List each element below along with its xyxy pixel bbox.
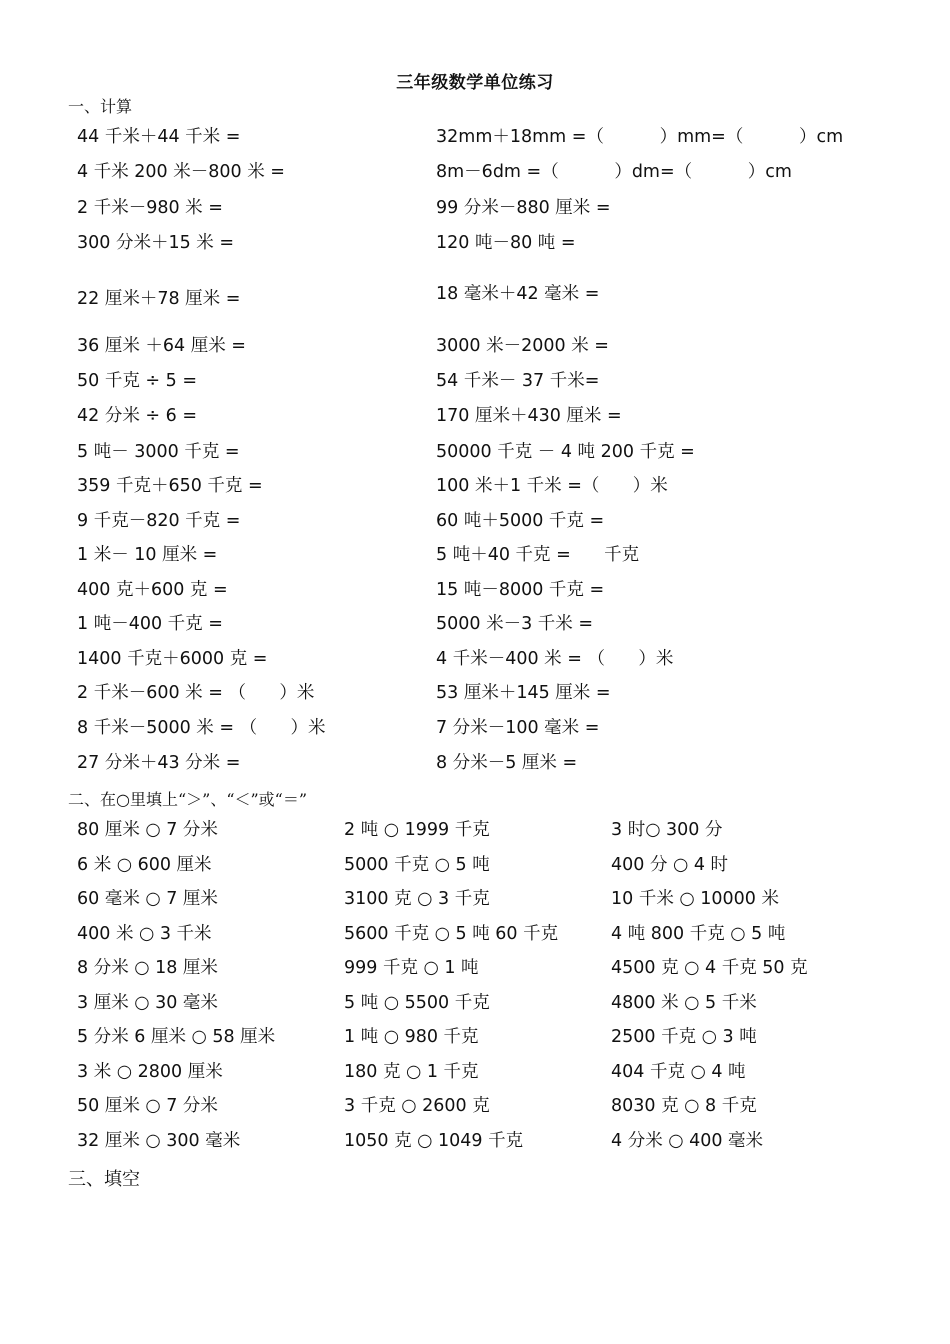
calculation-item-right: 100 米＋1 千米 =（ ）米 bbox=[436, 476, 668, 496]
calculation-item-left: 1 吨－400 千克 = bbox=[77, 614, 223, 634]
comparison-row bbox=[0, 953, 950, 983]
calculation-row bbox=[0, 471, 950, 501]
comparison-row bbox=[0, 919, 950, 949]
comparison-item: 4500 克 ○ 4 千克 50 克 bbox=[611, 958, 808, 978]
calculation-item-left: 1 米－ 10 厘米 = bbox=[77, 545, 218, 565]
comparison-item: 400 分 ○ 4 时 bbox=[611, 855, 729, 875]
comparison-item: 10 千米 ○ 10000 米 bbox=[611, 889, 779, 909]
comparison-row bbox=[0, 1091, 950, 1121]
comparison-item: 2500 千克 ○ 3 吨 bbox=[611, 1027, 757, 1047]
calculation-row bbox=[0, 401, 950, 431]
comparison-row bbox=[0, 1126, 950, 1156]
comparison-row bbox=[0, 884, 950, 914]
section-heading-compare: 二、在○里填上“＞”、“＜”或“＝” bbox=[68, 790, 308, 809]
calculation-item-left: 400 克＋600 克 = bbox=[77, 580, 228, 600]
section-heading-fill-blank: 三、填空 bbox=[68, 1169, 140, 1190]
comparison-item: 3 时○ 300 分 bbox=[611, 820, 723, 840]
calculation-item-left: 9 千克－820 千克 = bbox=[77, 511, 241, 531]
comparison-item: 180 克 ○ 1 千克 bbox=[344, 1062, 479, 1082]
comparison-item: 32 厘米 ○ 300 毫米 bbox=[77, 1131, 241, 1151]
calculation-item-right: 99 分米－880 厘米 = bbox=[436, 198, 611, 218]
calculation-item-left: 5 吨－ 3000 千克 = bbox=[77, 442, 240, 462]
comparison-row bbox=[0, 988, 950, 1018]
calculation-row bbox=[0, 284, 950, 314]
calculation-item-right: 5 吨＋40 千克 = 千克 bbox=[436, 545, 640, 565]
section-heading-calculation: 一、计算 bbox=[68, 97, 133, 116]
calculation-row bbox=[0, 644, 950, 674]
calculation-item-right: 170 厘米＋430 厘米 = bbox=[436, 406, 622, 426]
calculation-row bbox=[0, 122, 950, 152]
comparison-row bbox=[0, 1057, 950, 1087]
calculation-item-right: 54 千米－ 37 千米= bbox=[436, 371, 600, 391]
calculation-item-right: 8 分米－5 厘米 = bbox=[436, 753, 578, 773]
calculation-row bbox=[0, 366, 950, 396]
calculation-item-left: 2 千米－980 米 = bbox=[77, 198, 223, 218]
comparison-item: 400 米 ○ 3 千米 bbox=[77, 924, 212, 944]
calculation-item-right: 4 千米－400 米 = （ ）米 bbox=[436, 649, 674, 669]
calculation-item-left: 36 厘米 ＋64 厘米 = bbox=[77, 336, 246, 356]
calculation-row bbox=[0, 228, 950, 258]
calculation-row bbox=[0, 157, 950, 187]
calculation-row bbox=[0, 575, 950, 605]
calculation-item-left: 2 千米－600 米 = （ ）米 bbox=[77, 683, 315, 703]
calculation-row bbox=[0, 331, 950, 361]
comparison-item: 5600 千克 ○ 5 吨 60 千克 bbox=[344, 924, 559, 944]
calculation-item-right: 5000 米－3 千米 = bbox=[436, 614, 594, 634]
calculation-item-left: 359 千克＋650 千克 = bbox=[77, 476, 263, 496]
calculation-row bbox=[0, 540, 950, 570]
comparison-item: 2 吨 ○ 1999 千克 bbox=[344, 820, 490, 840]
comparison-item: 6 米 ○ 600 厘米 bbox=[77, 855, 212, 875]
calculation-item-left: 50 千克 ÷ 5 = bbox=[77, 371, 197, 391]
comparison-item: 999 千克 ○ 1 吨 bbox=[344, 958, 479, 978]
calculation-item-right: 18 毫米＋42 毫米 = bbox=[436, 284, 600, 304]
calculation-item-left: 27 分米＋43 分米 = bbox=[77, 753, 241, 773]
calculation-row bbox=[0, 609, 950, 639]
calculation-row bbox=[0, 678, 950, 708]
comparison-item: 5 分米 6 厘米 ○ 58 厘米 bbox=[77, 1027, 276, 1047]
calculation-row bbox=[0, 193, 950, 223]
calculation-item-left: 44 千米＋44 千米 = bbox=[77, 127, 241, 147]
comparison-item: 50 厘米 ○ 7 分米 bbox=[77, 1096, 218, 1116]
comparison-item: 1050 克 ○ 1049 千克 bbox=[344, 1131, 524, 1151]
calculation-item-left: 22 厘米＋78 厘米 = bbox=[77, 289, 241, 309]
comparison-row bbox=[0, 1022, 950, 1052]
calculation-item-right: 120 吨－80 吨 = bbox=[436, 233, 576, 253]
comparison-item: 5000 千克 ○ 5 吨 bbox=[344, 855, 490, 875]
comparison-item: 80 厘米 ○ 7 分米 bbox=[77, 820, 218, 840]
comparison-item: 3 千克 ○ 2600 克 bbox=[344, 1096, 490, 1116]
calculation-item-right: 50000 千克 － 4 吨 200 千克 = bbox=[436, 442, 695, 462]
comparison-row bbox=[0, 850, 950, 880]
comparison-item: 4800 米 ○ 5 千米 bbox=[611, 993, 757, 1013]
comparison-item: 8 分米 ○ 18 厘米 bbox=[77, 958, 218, 978]
comparison-item: 60 毫米 ○ 7 厘米 bbox=[77, 889, 218, 909]
calculation-row bbox=[0, 748, 950, 778]
comparison-item: 1 吨 ○ 980 千克 bbox=[344, 1027, 479, 1047]
calculation-item-right: 8m－6dm =（ ）dm=（ ）cm bbox=[436, 162, 792, 182]
calculation-row bbox=[0, 437, 950, 467]
comparison-item: 5 吨 ○ 5500 千克 bbox=[344, 993, 490, 1013]
calculation-item-right: 53 厘米＋145 厘米 = bbox=[436, 683, 611, 703]
calculation-item-right: 32mm＋18mm =（ ）mm=（ ）cm bbox=[436, 127, 844, 147]
calculation-item-right: 60 吨＋5000 千克 = bbox=[436, 511, 605, 531]
worksheet-title: 三年级数学单位练习 bbox=[396, 73, 554, 93]
calculation-item-left: 4 千米 200 米－800 米 = bbox=[77, 162, 285, 182]
comparison-item: 8030 克 ○ 8 千克 bbox=[611, 1096, 757, 1116]
calculation-item-right: 7 分米－100 毫米 = bbox=[436, 718, 600, 738]
calculation-item-left: 1400 千克＋6000 克 = bbox=[77, 649, 268, 669]
calculation-item-left: 300 分米＋15 米 = bbox=[77, 233, 235, 253]
comparison-item: 3100 克 ○ 3 千克 bbox=[344, 889, 490, 909]
calculation-row bbox=[0, 506, 950, 536]
comparison-row bbox=[0, 815, 950, 845]
comparison-item: 3 米 ○ 2800 厘米 bbox=[77, 1062, 223, 1082]
calculation-item-left: 42 分米 ÷ 6 = bbox=[77, 406, 197, 426]
calculation-row bbox=[0, 713, 950, 743]
calculation-item-left: 8 千米－5000 米 = （ ）米 bbox=[77, 718, 326, 738]
comparison-item: 404 千克 ○ 4 吨 bbox=[611, 1062, 746, 1082]
comparison-item: 4 吨 800 千克 ○ 5 吨 bbox=[611, 924, 786, 944]
comparison-item: 3 厘米 ○ 30 毫米 bbox=[77, 993, 218, 1013]
comparison-item: 4 分米 ○ 400 毫米 bbox=[611, 1131, 764, 1151]
calculation-item-right: 3000 米－2000 米 = bbox=[436, 336, 609, 356]
calculation-item-right: 15 吨－8000 千克 = bbox=[436, 580, 605, 600]
